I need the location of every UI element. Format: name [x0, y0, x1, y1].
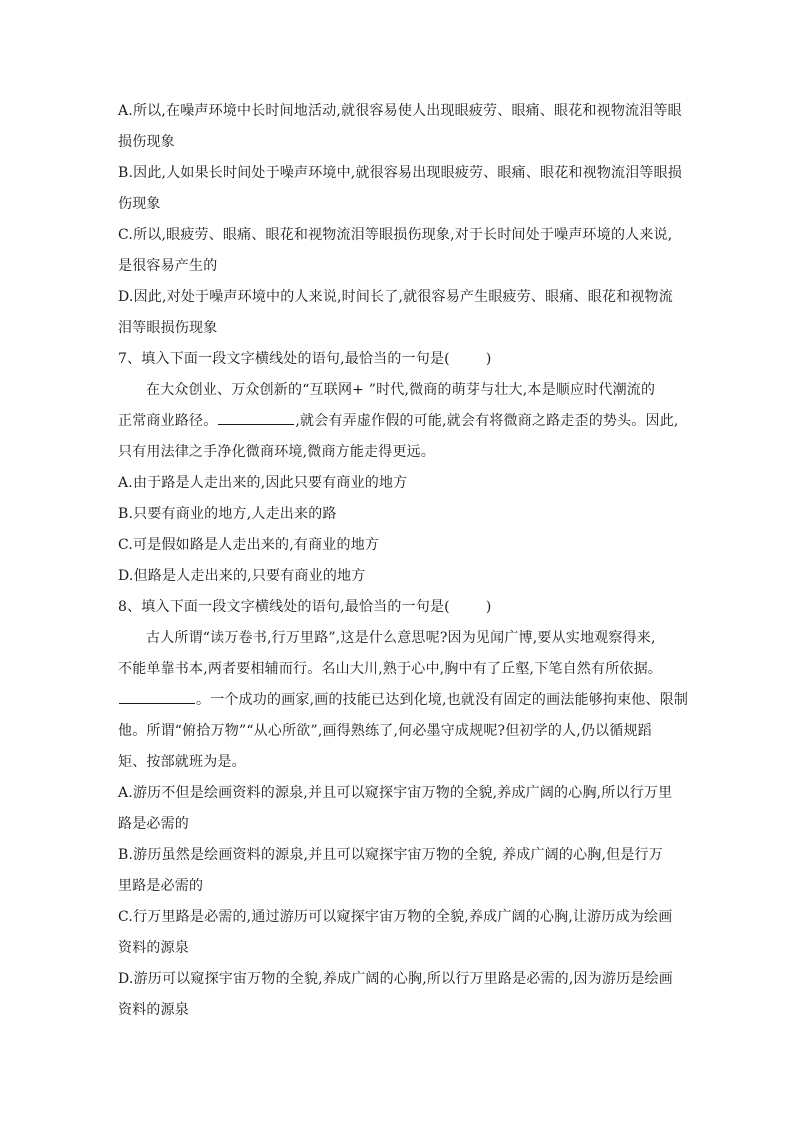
option-line: 资料的源泉 — [118, 1002, 189, 1018]
q8-option-b — [118, 840, 678, 902]
option-line: 损伤现象 — [118, 134, 175, 150]
stem-text: 7、填入下面一段文字横线处的语句,最恰当的一句是( — [118, 351, 450, 367]
question-7 — [118, 344, 678, 592]
passage-line: 古人所谓“读万卷书,行万里路”,这是什么意思呢?因为见闻广博,要从实地观察得来, — [146, 630, 656, 646]
q8-option-a — [118, 778, 678, 840]
passage-text: 正常商业路径。 — [118, 413, 218, 429]
passage-line: 矩、按部就班为是。 — [118, 754, 246, 770]
q8-option-c — [118, 902, 678, 964]
option-line: D.游历可以窥探宇宙万物的全貌,养成广阔的心胸,所以行万里路是必需的,因为游历是绘画 — [118, 971, 673, 987]
option-line: 资料的源泉 — [118, 940, 189, 956]
option-line: C.所以,眼疲劳、眼痛、眼花和视物流泪等眼损伤现象,对于长时间处于噪声环境的人来说, — [118, 227, 673, 243]
option-line: 路是必需的 — [118, 816, 189, 832]
fill-in-blank[interactable] — [218, 410, 294, 425]
q6-options — [118, 96, 683, 344]
question-8 — [118, 592, 689, 1026]
passage-line: 不能单靠书本,两者要相辅而行。名山大川,熟于心中,胸中有了丘壑,下笔自然有所依据。 — [118, 661, 662, 677]
q6-option-d — [118, 282, 678, 344]
fill-in-blank[interactable] — [119, 689, 195, 704]
stem-close: ) — [485, 599, 492, 615]
passage-line: 只有用法律之手净化微商环境,微商方能走得更远。 — [118, 444, 436, 460]
passage-line: 在大众创业、万众创新的“互联网+ ”时代,微商的萌芽与壮大,本是顺应时代潮流的 — [146, 382, 656, 398]
stem-close: ) — [485, 351, 492, 367]
option-line: B.因此,人如果长时间处于噪声环境中,就很容易出现眼疲劳、眼痛、眼花和视物流泪等眼损 — [118, 165, 683, 181]
q7-option-d: D.但路是人走出来的,只要有商业的地方 — [118, 568, 366, 584]
option-line: 泪等眼损伤现象 — [118, 320, 218, 336]
passage-line: 他。所谓“俯拾万物”“从心所欲”,画得熟练了,何必墨守成规呢?但初学的人,仍以循规蹈 — [118, 723, 652, 739]
option-line: A.游历不但是绘画资料的源泉,并且可以窥探宇宙万物的全貌,养成广阔的心胸,所以行万里 — [118, 785, 673, 801]
q6-option-a — [118, 96, 682, 158]
question-stem — [118, 344, 678, 375]
q7-option-c: C.可是假如路是人走出来的,有商业的地方 — [118, 537, 380, 553]
option-line: C.行万里路是必需的,通过游历可以窥探宇宙万物的全貌,养成广阔的心胸,让游历成为绘画 — [118, 909, 673, 925]
passage-line — [118, 406, 678, 437]
passage-text: 。一个成功的画家,画的技能已达到化境,也就没有固定的画法能够拘束他、限制 — [196, 692, 689, 708]
q7-option-a: A.由于路是人走出来的,因此只要有商业的地方 — [118, 475, 408, 491]
q6-option-c — [118, 220, 678, 282]
option-line: 伤现象 — [118, 196, 161, 212]
q8-option-d — [118, 964, 678, 1026]
option-line: A.所以,在噪声环境中长时间地活动,就很容易使人出现眼疲劳、眼痛、眼花和视物流泪等眼 — [118, 103, 682, 119]
option-line: D.因此,对处于噪声环境中的人来说,时间长了,就很容易产生眼疲劳、眼痛、眼花和视物流 — [118, 289, 673, 305]
document-page — [118, 96, 689, 1026]
option-line: B.游历虽然是绘画资料的源泉,并且可以窥探宇宙万物的全貌, 养成广阔的心胸,但是行万 — [118, 847, 663, 863]
passage-line — [118, 685, 689, 716]
option-line: 里路是必需的 — [118, 878, 204, 894]
option-line: 是很容易产生的 — [118, 258, 218, 274]
stem-text: 8、填入下面一段文字横线处的语句,最恰当的一句是( — [118, 599, 450, 615]
q7-option-b: B.只要有商业的地方,人走出来的路 — [118, 506, 337, 522]
passage-text: ,就会有弄虚作假的可能,就会有将微商之路走歪的势头。因此, — [295, 413, 679, 429]
question-stem — [118, 592, 678, 623]
q6-option-b — [118, 158, 683, 220]
